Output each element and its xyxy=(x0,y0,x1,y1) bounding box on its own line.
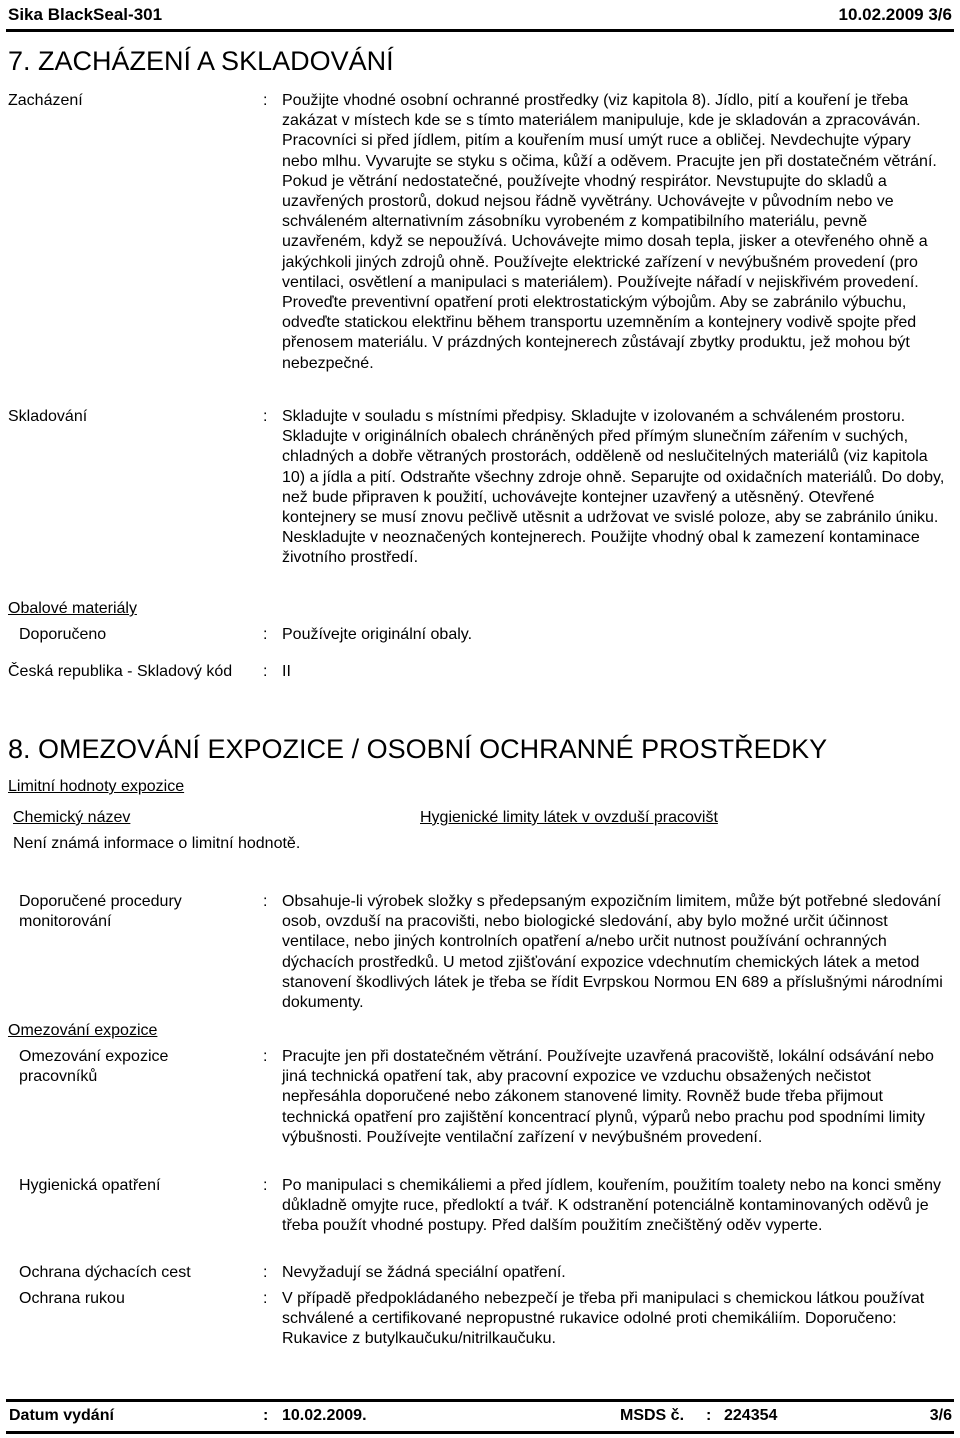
document-footer xyxy=(6,1399,954,1434)
storage-text: Skladujte v souladu s místními předpisy. Skladujte v izolovaném a schváleném prostoru. Skladujte v originálních obalech chráněných před přímým slunečním zářením v suchých, chladných a dobře větraných prostorách, odděleně od neslučitelných materiálů (viz kapitola 10) a jídla a pití. Odstraňte všechny zdroje ohně. Separujte od oxidačních materiálů. Do doby, než bude připraven k použití, uchovávejte kontejner uzavřený a utěsněný. Otevřené kontejnery se musí znovu pečlivě utěsnit a udržovat ve svislé poloze, aby se zabránilo úniku. Neskladujte v neoznačených kontejnerech. Použijte vhodný obal k zamezení kontaminace životního prostředí. xyxy=(282,408,945,567)
header-rule xyxy=(6,29,954,32)
separator-colon: : xyxy=(263,663,268,680)
hand-protection-text: V případě předpokládaného nebezpečí je třeba při manipulaci s chemickou látkou používat schválené a certifikované nepropustné rukavice odolné proti chemikáliím. Doporučeno: Rukavice z butylkaučuku/nitrilkaučuku. xyxy=(282,1290,925,1348)
hygiene-measures-label: Hygienická opatření xyxy=(19,1177,161,1194)
monitoring-label: Doporučené procedury monitorování xyxy=(19,893,182,930)
header-date-page: 10.02.2009 3/6 xyxy=(838,5,952,24)
packaging-recommended-text: Používejte originální obaly. xyxy=(282,626,473,643)
packaging-label: Obalové materiály xyxy=(8,600,137,617)
separator-colon: : xyxy=(263,1407,269,1424)
hygiene-limits-header: Hygienické limity látek v ovzduší pracovišt xyxy=(420,809,718,826)
issue-date-label: Datum vydání xyxy=(9,1407,114,1424)
monitoring-text: Obsahuje-li výrobek složky s předepsaným expozičním limitem, může být potřebné sledování osob, ovzduší na pracovišti, nebo biologické sledování, aby bylo možné určit účinnost ventilace, nebo jiných kontrolních opatření a/nebo určit nutnost používání ochranných dýchacích prostředků. U metod zjišťování expozice vdechnutím chemických látek a metod stanovení škodlivých látek je třeba se řídit Evrpskou Normou EN 689 a příslušnými národními dokumenty. xyxy=(282,893,943,1012)
separator-colon: : xyxy=(263,893,268,910)
msds-number-value: 224354 xyxy=(724,1407,778,1424)
separator-colon: : xyxy=(263,626,268,643)
msds-number-label: MSDS č. xyxy=(620,1407,685,1424)
respiratory-protection-label: Ochrana dýchacích cest xyxy=(19,1264,191,1281)
hygiene-measures-text: Po manipulaci s chemikáliemi a před jídlem, kouřením, použitím toalety nebo na konci směny důkladně omyjte ruce, předloktí a tvář. K odstranění potenciálně kontaminovaných oděvů je třeba použít vhodné postupy. Před dalším použitím znečištěný oděv vyperte. xyxy=(282,1177,941,1235)
handling-text: Použijte vhodné osobní ochranné prostředky (viz kapitola 8). Jídlo, pití a kouření je třeba zakázat v místech kde se s tímto materiálem manipuluje, kde je skladován a zpracováván. Pracovníci si před jídlem, pitím a kouřením musí umýt ruce a obličej. Nevdechujte výpary nebo mlhu. Vyvarujte se styku s očima, kůží a oděvem. Pracujte jen při dostatečném větrání. Pokud je větrání nedostatečné, používejte vhodný respirátor. Nevstupujte do skladů a uzavřených prostorů, dokud nejsou řádně vyvětrány. Uchovávejte v původním nebo ve schváleném alternativním zásobníku vyrobeném z kompatibilního materiálu, pevně uzavřeném, když se nepoužívá. Uchovávejte mimo dosah tepla, jisker a otevřeného ohně a jakýchkoli jiných zdrojů ohně. Používejte elektrické zařízení v nevýbušném provedení (pro ventilaci, osvětlení a manipulaci s materiálem). Používejte nářadí v nejiskřivém provedení. Proveďte preventivní opatření proti elektrostatickým výbojům. Aby se zabránilo výbuchu, odveďte statickou elektřinu během transportu uzemněním a kontejnery vodivě spojte před přenosem materiálu. V prázdných kontejnerech zůstávají zbytky produktu, jež mohou být nebezpečné. xyxy=(282,92,937,372)
packaging-recommended-label: Doporučeno xyxy=(19,626,107,643)
separator-colon: : xyxy=(263,1177,268,1194)
exposure-limits-label: Limitní hodnoty expozice xyxy=(8,778,185,795)
separator-colon: : xyxy=(263,92,268,109)
section-7-title: 7. ZACHÁZENÍ A SKLADOVÁNÍ xyxy=(8,46,394,76)
footer-page-number: 3/6 xyxy=(929,1407,952,1424)
no-limit-info: Není známá informace o limitní hodnotě. xyxy=(13,835,301,852)
worker-exposure-label: Omezování expozice pracovníků xyxy=(19,1048,169,1085)
separator-colon: : xyxy=(263,408,268,425)
exposure-controls-label: Omezování expozice xyxy=(8,1022,158,1039)
separator-colon: : xyxy=(263,1264,268,1281)
handling-label: Zacházení xyxy=(8,92,83,109)
cz-storage-code-label: Česká republika - Skladový kód xyxy=(8,663,233,680)
chemical-name-header: Chemický název xyxy=(13,809,131,826)
issue-date-value: 10.02.2009. xyxy=(282,1407,367,1424)
hand-protection-label: Ochrana rukou xyxy=(19,1290,125,1307)
respiratory-protection-text: Nevyžadují se žádná speciální opatření. xyxy=(282,1264,566,1281)
storage-label: Skladování xyxy=(8,408,88,425)
product-name: Sika BlackSeal-301 xyxy=(8,5,163,24)
worker-exposure-text: Pracujte jen při dostatečném větrání. Používejte uzavřená pracoviště, lokální odsávání nebo jiná technická opatření tak, aby pracovní expozice ve vzduchu obsažených nečistot nepřesáhla doporučené nebo zákonem stanovené limity. Rovněž bude třeba přijmout technická opatření pro zajištění koncentrací plynů, výparů nebo prachu pod spodními limity výbušnosti. Používejte ventilační zařízení v nevýbušném provedení. xyxy=(282,1048,934,1146)
section-8-title: 8. OMEZOVÁNÍ EXPOZICE / OSOBNÍ OCHRANNÉ PROSTŘEDKY xyxy=(8,734,828,764)
separator-colon: : xyxy=(263,1048,268,1065)
cz-storage-code-value: II xyxy=(282,663,291,680)
separator-colon: : xyxy=(263,1290,268,1307)
separator-colon: : xyxy=(706,1407,712,1424)
